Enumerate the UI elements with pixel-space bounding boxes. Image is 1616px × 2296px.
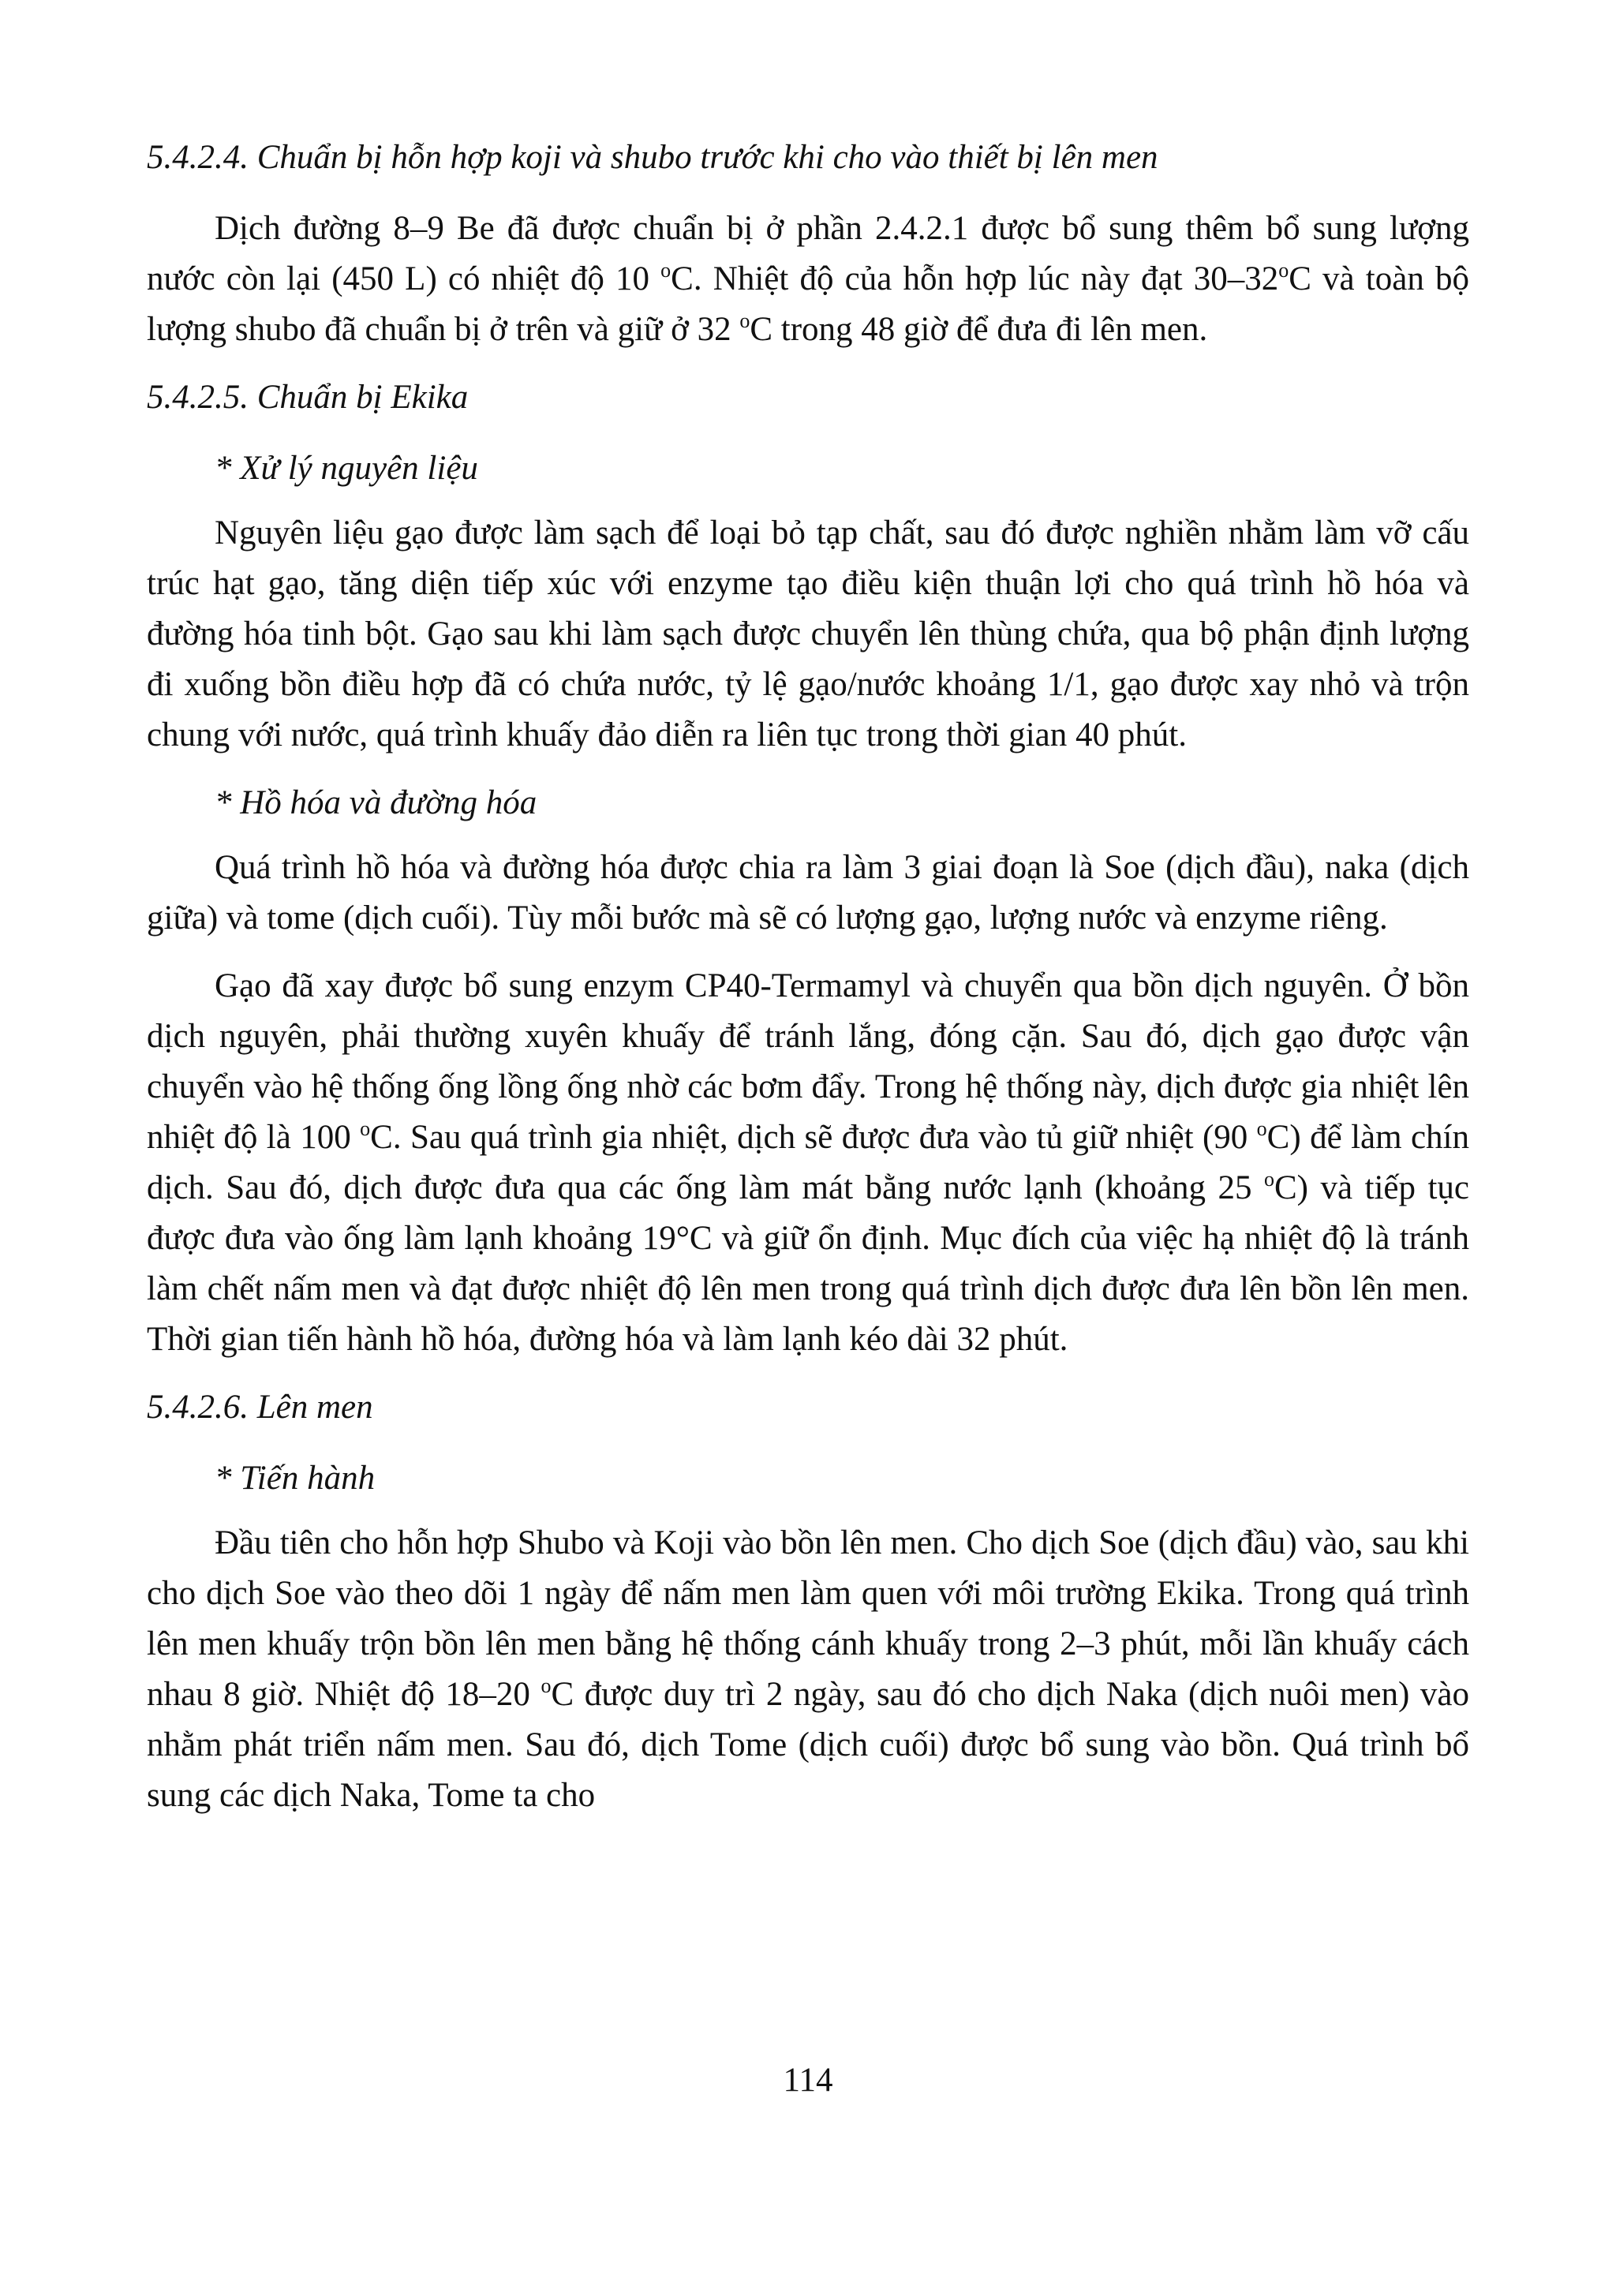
paragraph-fermentation: Đầu tiên cho hỗn hợp Shubo và Koji vào bồn lên men. Cho dịch Soe (dịch đầu) vào, sau khi cho dịch Soe vào theo dõi 1 ngày để nấm men làm quen với môi trường Ekika. Trong quá trình lên men khuấy trộn bồn lên men bằng hệ thống cánh khuấy trong 2–3 phút, mỗi lần khuấy cách nhau 8 giờ. Nhiệt độ 18–20 $^o$C được duy trì 2 ngày, sau đó cho dịch Naka (dịch nuôi men) vào nhằm phát triển nấm men. Sau đó, dịch Tome (dịch cuối) được bổ sung vào bồn. Quá trình bổ sung các dịch Naka, Tome ta cho [147, 1524, 1469, 1814]
paragraph-enzyme-process: Gạo đã xay được bổ sung enzym CP40-Termamyl và chuyển qua bồn dịch nguyên. Ở bồn dịch nguyên, phải thường xuyên khuấy để tránh lắng, đóng cặn. Sau đó, dịch gạo được vận chuyển vào hệ thống ống lồng ống nhờ các bơm đẩy. Trong hệ thống này, dịch được gia nhiệt lên nhiệt độ là 100 $^o$C. Sau quá trình gia nhiệt, dịch sẽ được đưa vào tủ giữ nhiệt (90 $^o$C) để làm chín dịch. Sau đó, dịch được đưa qua các ống làm mát bằng nước lạnh (khoảng 25 $^o$C) và tiếp tục được đưa vào ống làm lạnh khoảng 19°C và giữ ổn định. Mục đích của việc hạ nhiệt độ là tránh làm chết nấm men và đạt được nhiệt độ lên men trong quá trình dịch được đưa lên bồn lên men. Thời gian tiến hành hồ hóa, đường hóa và làm lạnh kéo dài 32 phút. [147, 967, 1469, 1358]
section-heading-5-4-2-4: 5.4.2.4. Chuẩn bị hỗn hợp koji và shubo trước khi cho vào thiết bị lên men [147, 139, 1158, 176]
paragraph-stages: Quá trình hồ hóa và đường hóa được chia ra làm 3 giai đoạn là Soe (dịch đầu), naka (dịch giữa) và tome (dịch cuối). Tùy mỗi bước mà sẽ có lượng gạo, lượng nước và enzyme riêng. [147, 849, 1469, 937]
section-heading-5-4-2-5: 5.4.2.5. Chuẩn bị Ekika [147, 379, 469, 416]
subheading-procedure: * Tiến hành [215, 1460, 376, 1497]
paragraph-raw-material: Nguyên liệu gạo được làm sạch để loại bỏ tạp chất, sau đó được nghiền nhằm làm vỡ cấu trúc hạt gạo, tăng diện tiếp xúc với enzyme tạo điều kiện thuận lợi cho quá trình hồ hóa và đường hóa tinh bột. Gạo sau khi làm sạch được chuyển lên thùng chứa, qua bộ phận định lượng đi xuống bồn điều hợp đã có chứa nước, tỷ lệ gạo/nước khoảng 1/1, gạo được xay nhỏ và trộn chung với nước, quá trình khuấy đảo diễn ra liên tục trong thời gian 40 phút. [147, 514, 1469, 753]
page-number: 114 [783, 2062, 833, 2099]
section-heading-5-4-2-6: 5.4.2.6. Lên men [147, 1389, 373, 1426]
subheading-gelatinization: * Hồ hóa và đường hóa [215, 784, 537, 821]
paragraph-koji-shubo-mix: Dịch đường 8–9 Be đã được chuẩn bị ở phần 2.4.2.1 được bổ sung thêm bổ sung lượng nước còn lại (450 L) có nhiệt độ 10 $^o$C. Nhiệt độ của hỗn hợp lúc này đạt 30–32$^o$C và toàn bộ lượng shubo đã chuẩn bị ở trên và giữ ở 32 $^o$C trong 48 giờ để đưa đi lên men. [147, 210, 1469, 348]
page-content [147, 133, 1469, 1838]
subheading-raw-material: * Xử lý nguyên liệu [215, 450, 478, 487]
